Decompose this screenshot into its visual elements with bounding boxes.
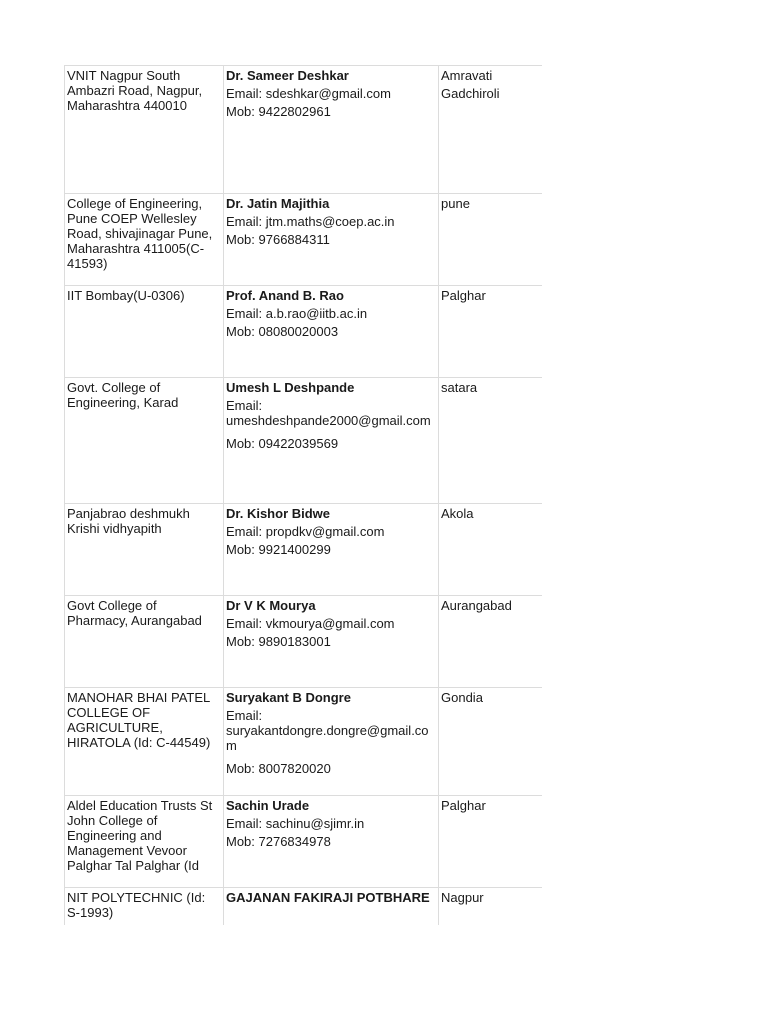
district-cell: Akola <box>439 504 543 596</box>
institution-cell: Aldel Education Trusts St John College of Engineering and Management Vevoor Palghar Tal Palghar (Id <box>65 796 224 888</box>
district-cell: pune <box>439 194 543 286</box>
district-cell: Aurangabad <box>439 596 543 688</box>
district-cell: Palghar <box>439 286 543 378</box>
contact-name: Dr. Kishor Bidwe <box>226 506 331 521</box>
institution-cell: Panjabrao deshmukh Krishi vidhyapith <box>65 504 224 596</box>
contact-email: Email: a.b.rao@iitb.ac.in <box>226 306 368 321</box>
district-cell: Nagpur <box>439 888 543 926</box>
contact-mobile: Mob: 08080020003 <box>226 324 339 339</box>
table-row <box>65 796 543 888</box>
table-row <box>65 596 543 688</box>
table-row <box>65 66 543 194</box>
contact-cell <box>224 796 439 888</box>
institution-cell: Govt College of Pharmacy, Aurangabad <box>65 596 224 688</box>
institution-cell: Govt. College of Engineering, Karad <box>65 378 224 504</box>
contact-mobile: Mob: 09422039569 <box>226 436 339 451</box>
institution-cell: NIT POLYTECHNIC (Id: S-1993) <box>65 888 224 926</box>
table-row <box>65 378 543 504</box>
document-page <box>64 65 542 925</box>
district-name-secondary: Gadchiroli <box>441 86 500 101</box>
institution-cell: MANOHAR BHAI PATEL COLLEGE OF AGRICULTURE, HIRATOLA (Id: C-44549) <box>65 688 224 796</box>
contact-cell <box>224 688 439 796</box>
contact-name: GAJANAN FAKIRAJI POTBHARE <box>226 890 430 905</box>
contact-name: Dr. Sameer Deshkar <box>226 68 349 83</box>
contact-mobile: Mob: 9766884311 <box>226 232 330 247</box>
contact-name: Prof. Anand B. Rao <box>226 288 344 303</box>
contact-mobile: Mob: 9890183001 <box>226 634 331 649</box>
contact-cell <box>224 194 439 286</box>
contact-name: Dr V K Mourya <box>226 598 316 613</box>
table-row <box>65 286 543 378</box>
institution-cell: IIT Bombay(U-0306) <box>65 286 224 378</box>
district-cell: Gondia <box>439 688 543 796</box>
district-cell: satara <box>439 378 543 504</box>
table-row <box>65 688 543 796</box>
contact-mobile: Mob: 8007820020 <box>226 761 331 776</box>
contact-cell <box>224 596 439 688</box>
contact-cell <box>224 504 439 596</box>
table-row <box>65 888 543 926</box>
contact-name: Sachin Urade <box>226 798 310 813</box>
district-name: Amravati <box>441 68 493 83</box>
contact-name: Dr. Jatin Majithia <box>226 196 330 211</box>
table-row <box>65 504 543 596</box>
district-cell <box>439 66 543 194</box>
contact-email: Email: sdeshkar@gmail.com <box>226 86 391 101</box>
contact-name: Umesh L Deshpande <box>226 380 355 395</box>
contact-cell <box>224 378 439 504</box>
contact-mobile: Mob: 7276834978 <box>226 834 331 849</box>
contact-email: Email: sachinu@sjimr.in <box>226 816 365 831</box>
contact-mobile: Mob: 9921400299 <box>226 542 331 557</box>
coordinator-table <box>64 65 542 925</box>
institution-cell: College of Engineering, Pune COEP Wellesley Road, shivajinagar Pune, Maharashtra 411005(C-41593) <box>65 194 224 286</box>
contact-email: Email: propdkv@gmail.com <box>226 524 385 539</box>
contact-cell <box>224 286 439 378</box>
contact-mobile: Mob: 9422802961 <box>226 104 331 119</box>
institution-cell: VNIT Nagpur South Ambazri Road, Nagpur, Maharashtra 440010 <box>65 66 224 194</box>
contact-cell <box>224 888 439 926</box>
contact-cell <box>224 66 439 194</box>
contact-email: Email: jtm.maths@coep.ac.in <box>226 214 395 229</box>
table-row <box>65 194 543 286</box>
contact-email: Email: umeshdeshpande2000@gmail.com <box>226 398 431 428</box>
contact-email: Email: suryakantdongre.dongre@gmail.com <box>226 708 429 753</box>
contact-name: Suryakant B Dongre <box>226 690 351 705</box>
district-cell: Palghar <box>439 796 543 888</box>
contact-email: Email: vkmourya@gmail.com <box>226 616 395 631</box>
